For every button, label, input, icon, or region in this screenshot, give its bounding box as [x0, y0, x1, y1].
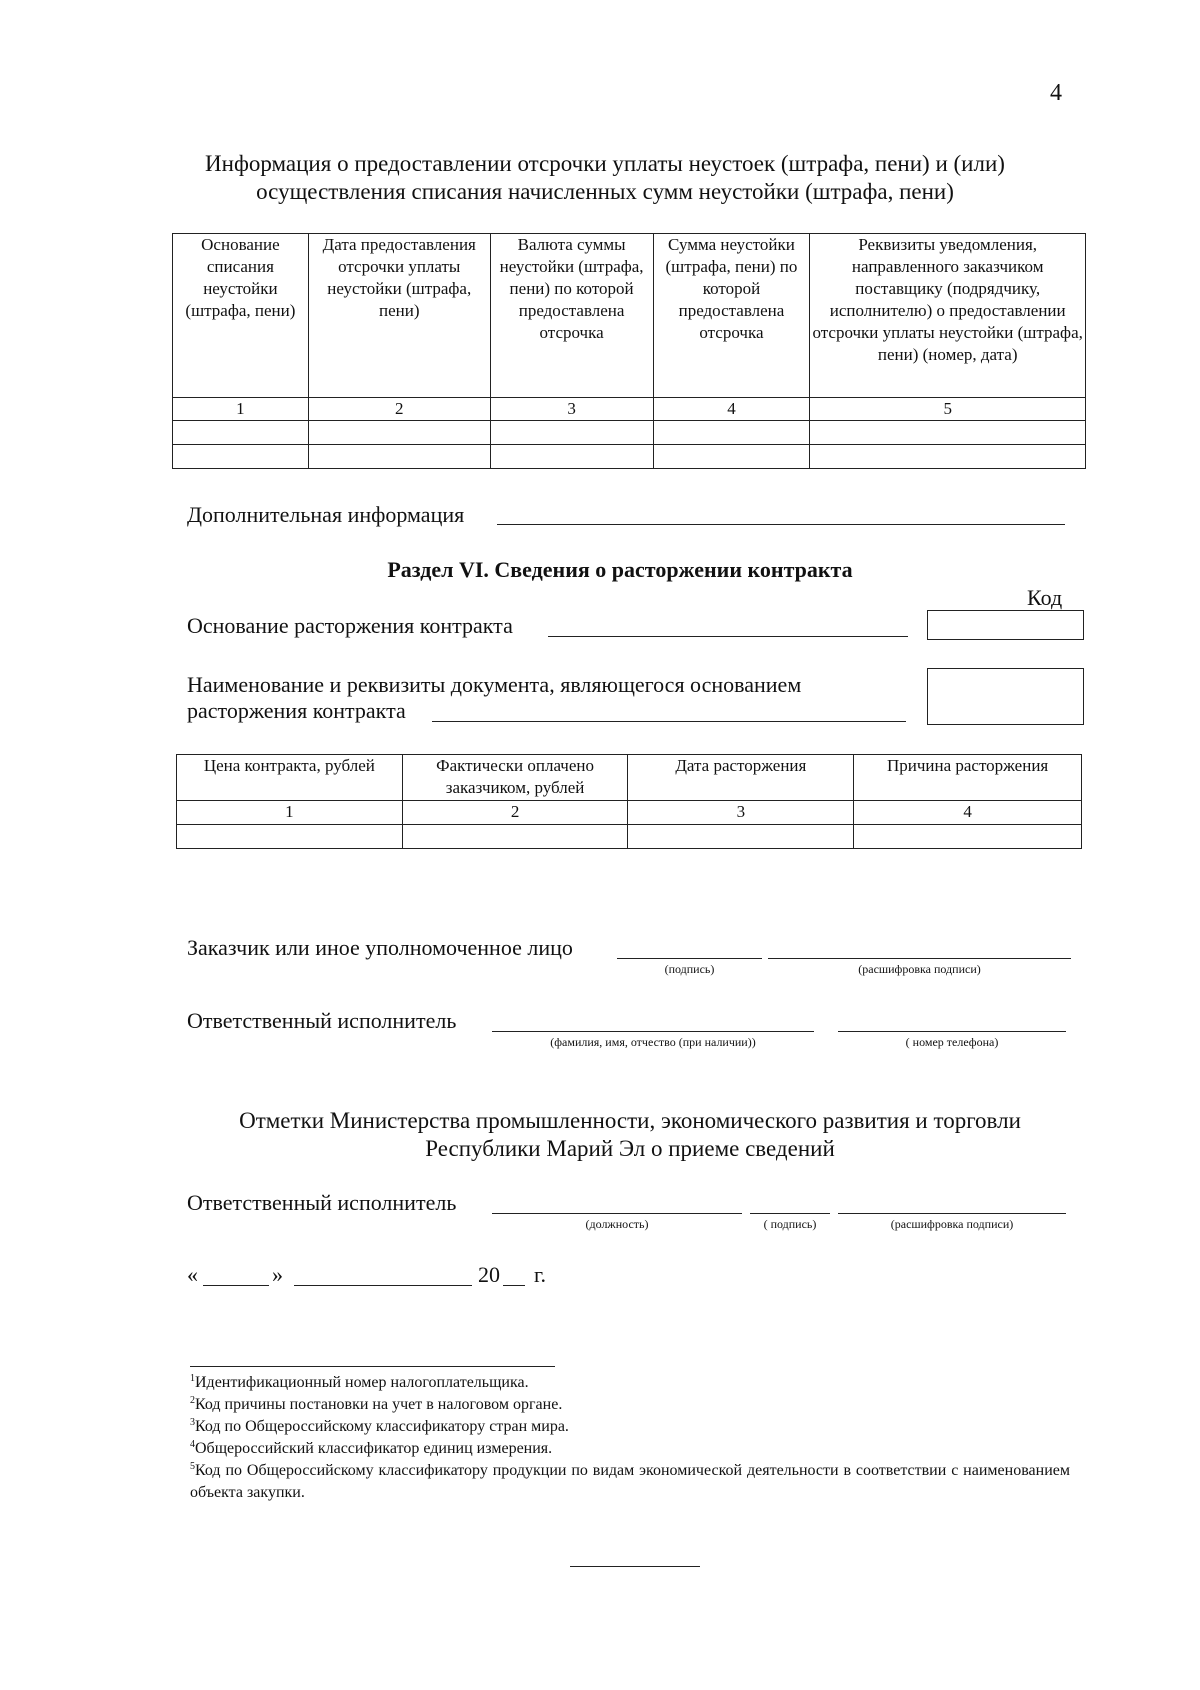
customer-signature-field[interactable]	[617, 958, 762, 959]
deferral-empty-cell[interactable]	[173, 421, 309, 445]
footnote-item: $^1$Идентификационный номер налогоплательщика.	[190, 1373, 529, 1391]
deferral-number-cell: 4	[653, 398, 810, 421]
termination-basis-field[interactable]	[548, 636, 908, 637]
ministry-title-line1: Отметки Министерства промышленности, экономического развития и торговли	[239, 1108, 1021, 1133]
date-open-quote: «	[187, 1262, 198, 1287]
deferral-number-cell: 5	[810, 398, 1086, 421]
deferral-header-cell: Дата предоставления отсрочки уплаты неустойки (штрафа, пени)	[308, 234, 490, 398]
deferral-header-cell: Основание списания неустойки (штрафа, пени)	[173, 234, 309, 398]
deferral-number-cell: 1	[173, 398, 309, 421]
ministry-title	[150, 1107, 1110, 1163]
termination-document-label	[187, 672, 801, 724]
deferral-header-cell: Реквизиты уведомления, направленного заказчиком поставщику (подрядчику, исполнителю) о предоставлении отсрочки уплаты неустойки (штрафа, пени) (номер, дата)	[810, 234, 1086, 398]
deferral-table-empty-row[interactable]	[173, 421, 1086, 445]
deferral-table	[172, 233, 1086, 469]
deferral-empty-cell[interactable]	[653, 421, 810, 445]
termination-table-header-row	[177, 755, 1082, 801]
termination-header-cell: Дата расторжения	[628, 755, 854, 801]
customer-decode-caption: (расшифровка подписи)	[858, 962, 981, 976]
additional-info-label: Дополнительная информация	[187, 502, 465, 527]
deferral-number-cell: 3	[490, 398, 653, 421]
additional-info-field[interactable]	[497, 524, 1065, 525]
date-year-prefix: 20	[478, 1262, 500, 1287]
termination-table	[176, 754, 1082, 849]
footnote-separator	[190, 1366, 555, 1367]
ministry-sign-field[interactable]	[750, 1213, 830, 1214]
footnote-item: $^5$Код по Общероссийскому классификатору продукции по видам экономической деятельности в соответствии с наименованием объекта закупки.	[190, 1461, 1070, 1501]
deferral-empty-cell[interactable]	[308, 421, 490, 445]
executor-label: Ответственный исполнитель	[187, 1008, 457, 1033]
section-info-title-line2: осуществления списания начисленных сумм неустойки (штрафа, пени)	[256, 179, 954, 204]
page-number: 4	[1050, 80, 1062, 106]
termination-document-field[interactable]	[432, 721, 906, 722]
date-year-suffix: г.	[534, 1262, 547, 1287]
deferral-empty-cell[interactable]	[490, 421, 653, 445]
section-vi-heading: Раздел VI. Сведения о расторжении контракта	[387, 557, 853, 582]
termination-document-code-box[interactable]	[927, 668, 1084, 725]
deferral-empty-cell[interactable]	[810, 445, 1086, 469]
termination-empty-cell[interactable]	[402, 825, 628, 849]
termination-basis-label: Основание расторжения контракта	[187, 613, 513, 638]
deferral-empty-cell[interactable]	[308, 445, 490, 469]
termination-number-cell: 3	[628, 801, 854, 825]
deferral-header-cell: Сумма неустойки (штрафа, пени) по которой предоставлена отсрочка	[653, 234, 810, 398]
section-info-title-line1: Информация о предоставлении отсрочки уплаты неустоек (штрафа, пени) и (или)	[205, 151, 1005, 176]
ministry-title-line2: Республики Марий Эл о приеме сведений	[425, 1136, 835, 1161]
footnote-item: $^4$Общероссийский классификатор единиц измерения.	[190, 1439, 553, 1457]
deferral-table-header-row	[173, 234, 1086, 398]
deferral-number-cell: 2	[308, 398, 490, 421]
termination-number-cell: 4	[854, 801, 1082, 825]
deferral-empty-cell[interactable]	[653, 445, 810, 469]
footnotes	[190, 1372, 1070, 1504]
footnote-item: $^2$Код причины постановки на учет в налоговом органе.	[190, 1395, 563, 1413]
ministry-position-field[interactable]	[492, 1213, 742, 1214]
termination-document-label-line2: расторжения контракта	[187, 698, 406, 723]
deferral-empty-cell[interactable]	[490, 445, 653, 469]
termination-header-cell: Причина расторжения	[854, 755, 1082, 801]
termination-empty-cell[interactable]	[628, 825, 854, 849]
executor-name-caption: (фамилия, имя, отчество (при наличии))	[550, 1035, 756, 1049]
ministry-position-caption: (должность)	[585, 1217, 649, 1231]
termination-header-cell: Фактически оплачено заказчиком, рублей	[402, 755, 628, 801]
date-year-field[interactable]	[503, 1285, 525, 1286]
customer-decode-field[interactable]	[768, 958, 1071, 959]
deferral-empty-cell[interactable]	[173, 445, 309, 469]
termination-basis-code-box[interactable]	[927, 610, 1084, 640]
ministry-executor-label: Ответственный исполнитель	[187, 1190, 457, 1215]
date-month-field[interactable]	[294, 1285, 472, 1286]
termination-document-label-line1: Наименование и реквизиты документа, являющегося основанием	[187, 672, 802, 697]
end-separator	[570, 1566, 700, 1567]
section-info-title	[130, 150, 1080, 206]
deferral-empty-cell[interactable]	[810, 421, 1086, 445]
code-label: Код	[1027, 585, 1063, 610]
termination-number-cell: 1	[177, 801, 403, 825]
ministry-decode-caption: (расшифровка подписи)	[890, 1217, 1014, 1231]
deferral-table-number-row	[173, 398, 1086, 421]
date-close-quote: »	[272, 1262, 283, 1287]
executor-phone-caption: ( номер телефона)	[905, 1035, 999, 1049]
deferral-header-cell: Валюта суммы неустойки (штрафа, пени) по которой предоставлена отсрочка	[490, 234, 653, 398]
termination-header-cell: Цена контракта, рублей	[177, 755, 403, 801]
executor-phone-field[interactable]	[838, 1031, 1066, 1032]
termination-number-cell: 2	[402, 801, 628, 825]
date-day-field[interactable]	[203, 1285, 269, 1286]
executor-name-field[interactable]	[492, 1031, 814, 1032]
footnote-item: $^3$Код по Общероссийскому классификатору стран мира.	[190, 1417, 569, 1435]
termination-table-number-row	[177, 801, 1082, 825]
termination-empty-cell[interactable]	[177, 825, 403, 849]
ministry-sign-caption: ( подпись)	[763, 1217, 817, 1231]
termination-empty-cell[interactable]	[854, 825, 1082, 849]
termination-table-empty-row[interactable]	[177, 825, 1082, 849]
customer-sign-caption: (подпись)	[664, 962, 715, 976]
customer-signature-label: Заказчик или иное уполномоченное лицо	[187, 935, 573, 960]
deferral-table-empty-row[interactable]	[173, 445, 1086, 469]
ministry-decode-field[interactable]	[838, 1213, 1066, 1214]
